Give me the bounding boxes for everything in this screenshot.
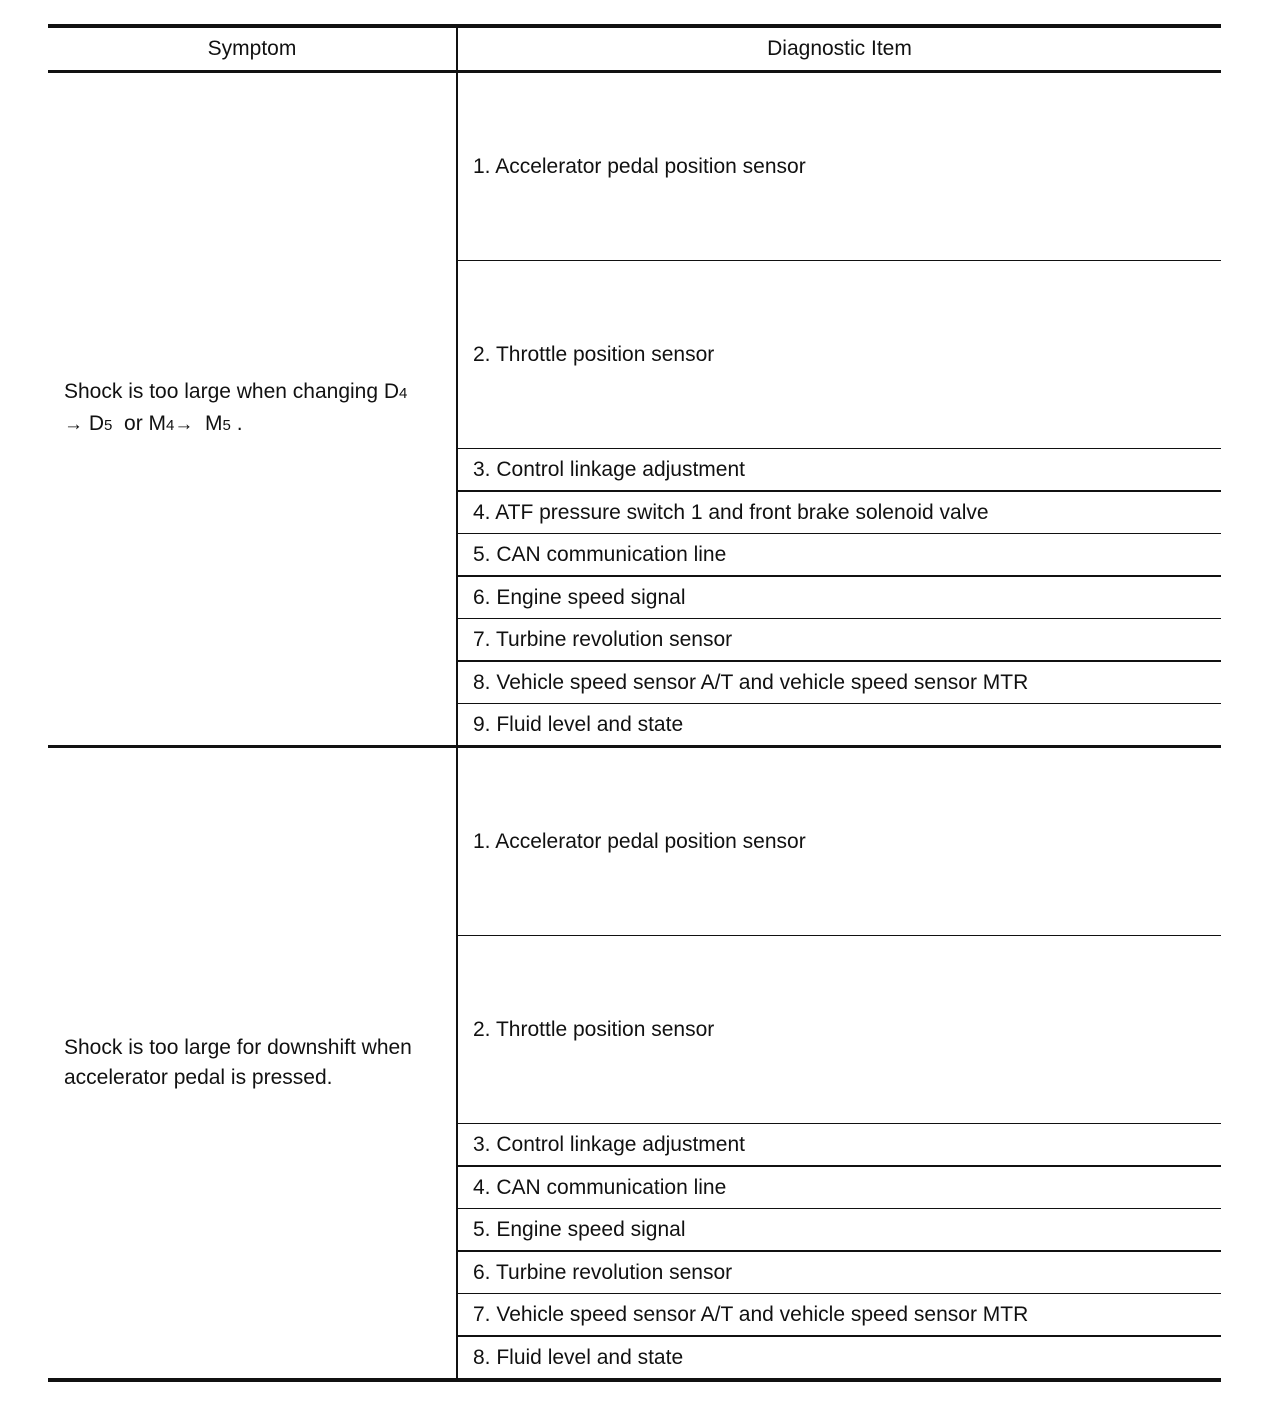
- header-diagnostic-item: Diagnostic Item: [457, 26, 1221, 72]
- symptom-2-text: Shock is too large for downshift when accelerator pedal is pressed.: [64, 1036, 412, 1089]
- diagnostic-item: 8. Fluid level and state: [457, 1336, 1221, 1380]
- diagnostic-item: 2. Throttle position sensor: [457, 936, 1221, 1124]
- diagnostic-item: 1. Accelerator pedal position sensor: [457, 747, 1221, 936]
- diagnostic-item: 6. Engine speed signal: [457, 576, 1221, 619]
- symptom-cell-2: [48, 747, 457, 1381]
- diagnostic-item: 6. Turbine revolution sensor: [457, 1251, 1221, 1294]
- table-row: [48, 72, 1221, 261]
- diagnostic-item: 3. Control linkage adjustment: [457, 449, 1221, 492]
- diagnostic-item: 3. Control linkage adjustment: [457, 1124, 1221, 1167]
- diagnostic-item: 2. Throttle position sensor: [457, 261, 1221, 449]
- diagnostic-item: 1. Accelerator pedal position sensor: [457, 72, 1221, 261]
- diagnostic-table: [48, 24, 1221, 1382]
- diagnostic-item: 5. CAN communication line: [457, 534, 1221, 577]
- diagnostic-item: 9. Fluid level and state: [457, 704, 1221, 747]
- diagnostic-item: 4. ATF pressure switch 1 and front brake solenoid valve: [457, 491, 1221, 534]
- diagnostic-item: 5. Engine speed signal: [457, 1209, 1221, 1252]
- symptom-1-text: Shock is too large when changing D4 → D5 or M4→ M5 .: [64, 380, 408, 435]
- diagnostic-item: 4. CAN communication line: [457, 1166, 1221, 1209]
- symptom-cell-1: [48, 72, 457, 747]
- diagnostic-item: 8. Vehicle speed sensor A/T and vehicle speed sensor MTR: [457, 661, 1221, 704]
- table-row: [48, 747, 1221, 936]
- header-symptom: Symptom: [48, 26, 457, 72]
- diagnostic-item: 7. Vehicle speed sensor A/T and vehicle speed sensor MTR: [457, 1294, 1221, 1337]
- table-header-row: [48, 26, 1221, 72]
- diagnostic-item: 7. Turbine revolution sensor: [457, 619, 1221, 662]
